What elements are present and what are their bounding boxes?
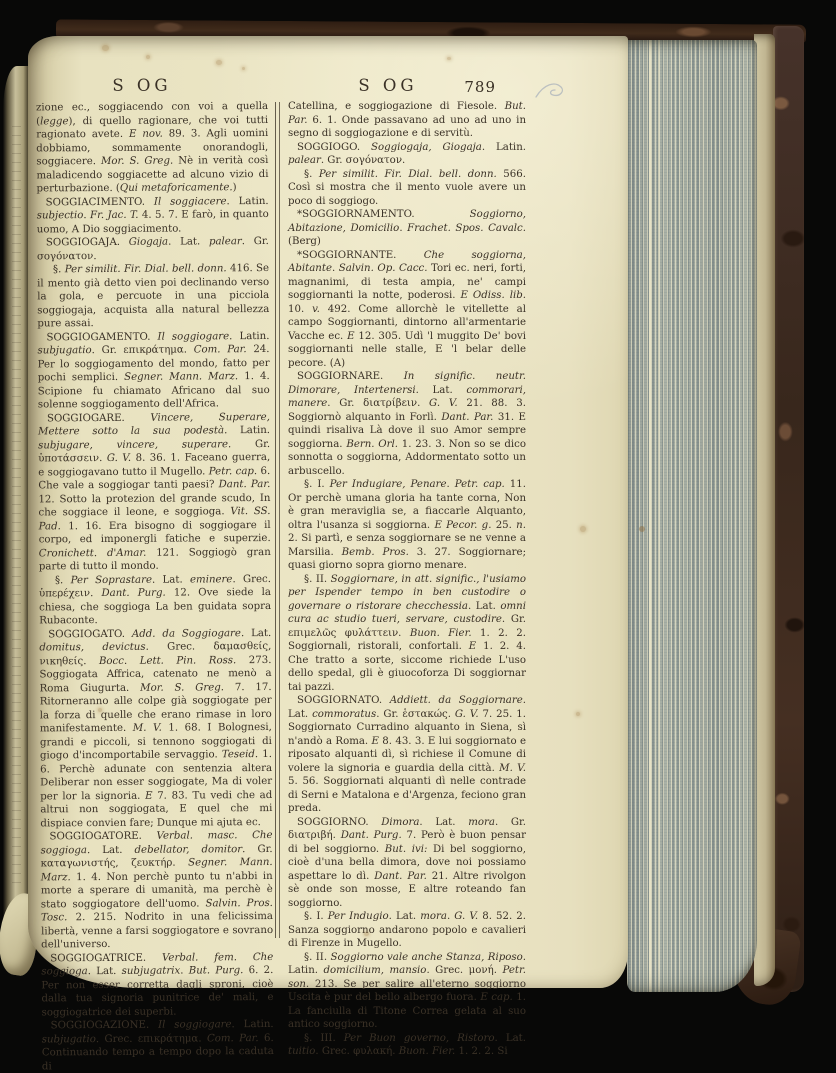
- entry-paragraph: §. III. Per Buon governo, Ristoro. Lat. tuitio. Grec. φυλακή. Buon. Fier. 1. 2. 2. Si: [288, 1032, 526, 1057]
- foxing-spot: [576, 712, 580, 716]
- foxing-spot: [98, 708, 102, 712]
- foxing-spot: [242, 67, 245, 70]
- page-edges-fore-edge: [627, 40, 757, 992]
- entry-paragraph: SOGGIOGATORE. Verbal. masc. Che soggioga. Lat. debellator, domitor. Gr. καταγωνιστής, ζευκτήρ. Segner. Mann. Marz. 1. 4. Non perchè punto tu n'abbi in morte a sperare di umanità, ma perchè è stato soggiogatore dell'uomo. Salvin. Pros. Tosc. 2. 215. Nodrito in una felicissima libertà, venne a farsi soggiogatore e sovrano dell'universo.: [40, 829, 274, 951]
- entry-paragraph: §. I. Per Indugiare, Penare. Petr. cap. 11. Or perchè umana gloria ha tante corna, Non è gran meraviglia se, a fiaccarle Alquanto, oltra l'usanza si soggiorna. E Pecor. g. 25. n. 2. Si partì, e senza soggiornare se ne venne a Marsilia. Bemb. Pros. 3. 27. Soggiornare; quasi giorno sopra giorno menare.: [288, 479, 526, 571]
- entry-paragraph: SOGGIORNATO. Addiett. da Soggiornare. Lat. commoratus. Gr. ἑστακώς. G. V. 7. 25. 1. Soggiornato Curradino alquanto in Siena, sì n'andò a Roma. E 8. 43. 3. E lui soggiornato e riposato alquanti dì, sì richiese il Comune di volere la signoria e guardia della città. M. V. 5. 56. Soggiornati alquanti dì nelle contrade di Serni e Matalona e d'Argenza, feciono gran preda.: [288, 695, 527, 814]
- entry-paragraph: *SOGGIORNAMENTO. Soggiorno, Abitazione, Domicilio. Frachet. Spos. Cavalc. (Berg): [288, 209, 526, 247]
- entry-paragraph: SOGGIOGATRICE. Verbal. fem. Che soggioga. Lat. subjugatrix. But. Purg. 6. 2. Per non esser corretta dagli sproni, cioè dalla tua signoria punitrice de' mali, e soggiogatrice dei superbi.: [41, 951, 274, 1018]
- foxing-spot: [102, 45, 109, 51]
- text-column-left: [36, 100, 274, 1073]
- leather-cover-side: [773, 26, 804, 992]
- foxing-spot: [146, 55, 150, 59]
- entry-paragraph: §. I. Per Indugio. Lat. mora. G. V. 8. 52. 2. Sanza soggiorno andarono popolo e cavalieri di Firenze in Mugello.: [288, 911, 526, 949]
- text-block: [36, 100, 528, 1072]
- entry-paragraph: SOGGIORNO. Dimora. Lat. mora. Gr. διατριβή. Dant. Purg. 7. Però è buon pensar di bel soggiorno. But. ivi: Di bel soggiorno, cioè d'una bella dimora, dove noi possiamo aspettare lo dì. Dant. Par. 21. Altre rivolgon sè onde son mosse, E altre roteando fan soggiorno.: [288, 816, 526, 909]
- entry-paragraph: SOGGIOGAJA. Giogaja. Lat. palear. Gr. σογόνατον.: [36, 235, 269, 262]
- entry-paragraph: §. II. Soggiorno vale anche Stanza, Riposo. Latin. domicilium, mansio. Grec. μονή. Petr. son. 213. Se per salire all'eterno soggiorno Uscita è pur del bello albergo fuora. E cap. 1. La fanciulla di Titone Correa gelata al suo antico soggiorno.: [288, 951, 526, 1030]
- pencil-mark: [533, 78, 575, 104]
- entry-paragraph: §. Per Soprastare. Lat. eminere. Grec. ὑπερέχειν. Dant. Purg. 12. Ove siede la chiesa, che soggioga La ben guidata sopra Rubaconte.: [38, 573, 272, 627]
- book-page: [28, 36, 628, 1072]
- entry-paragraph: SOGGIOGAZIONE. Il soggiogare. Latin. subjugatio. Grec. επικράτημα. Com. Par. 6. Continuando tempo a tempo dopo la caduta di: [41, 1018, 274, 1072]
- entry-paragraph: SOGGIACIMENTO. Il soggiacere. Latin. subjectio. Fr. Jac. T. 4. 5. 7. E farò, in quanto uomo, A Dio soggiacimento.: [36, 195, 269, 235]
- running-head-left: S OG: [112, 76, 172, 95]
- entry-paragraph: *SOGGIORNANTE. Che soggiorna, Abitante. Salvin. Op. Cacc. Tori ec. neri, forti, magnanimi, di testa ampia, ne' campi soggiornanti la notte, poderosi. E Odiss. lib. 10. v. 492. Come allorchè le vitellette al campo Soggiornanti, dintorno all'armentarie Vacche ec. E 12. 305. Udì 'l muggito De' bovi soggiornanti nelle stalle, E 'l belar delle pecore. (A): [288, 249, 527, 369]
- entry-paragraph: zione ec., soggiacendo con voi a quella (legge), di quello ragionare, che voi tutti ragionato avete. E nov. 89. 3. Agli uomini dobbiamo, sommamente onorandogli, soggiacere. Mor. S. Greg. Nè in verità così maladicendo soggiacette ad alcuno vizio di perturbazione. (Qui metaforicamente.): [36, 100, 269, 195]
- board-edge: [754, 34, 775, 986]
- entry-paragraph: §. II. Soggiornare, in att. signific., l'usiamo per Ispender tempo in ben custodire o governare o ristorare checchessia. Lat. omni cura ac studio tueri, servare, custodire. Gr. επιμελῶς φυλάττειν. Buon. Fier. 1. 2. 2. Soggiornali, ristorali, confortali. E 1. 2. 4. Che tratto a sorte, siccome richiede L'uso dello spedal, gli è giuocoforza Di soggiornar tai pazzi.: [288, 573, 527, 693]
- foxing-spot: [447, 57, 451, 60]
- foxing-spot: [639, 526, 645, 532]
- running-head-right: S OG: [358, 76, 418, 95]
- entry-paragraph: SOGGIOGO. Soggiogaja, Giogaja. Latin. palear. Gr. σογόνατον.: [288, 141, 526, 166]
- entry-paragraph: SOGGIOGAMENTO. Il soggiogare. Latin. subjugatio. Gr. επικράτημα. Com. Par. 24. Per lo soggiogamento del mondo, fatto per pochi semplici. Segner. Mann. Marz. 1. 4. Scipione fu chiamato Africano dal suo solenne soggiogamento dell'Africa.: [37, 330, 270, 411]
- entry-paragraph: SOGGIOGARE. Vincere, Superare, Mettere sotto la sua podestà. Latin. subjugare, vincere, superare. Gr. ὑποτάσσειν. G. V. 8. 36. 1. Faceano guerra, e soggiogavano tutto il Mugello. Petr. cap. 6. Che vale a soggiogar tanti paesi? Dant. Par. 12. Sotto la protezion del grande scudo, In che soggiace il leone, e soggioga. Vit. SS. Pad. 1. 16. Era bisogno di soggiogare il corpo, ed imponergli fatiche e superzie. Cronichett. d'Amar. 121. Soggiogò gran parte di tutto il mondo.: [37, 411, 271, 573]
- column-divider: [275, 102, 280, 938]
- entry-paragraph: §. Per similit. Fir. Dial. bell. donn. 416. Se il mento già detto vien poi declinando verso la gola, e percuote in una picciola soggiogaja, acquista alla natural bellezza pure assai.: [37, 262, 270, 330]
- foxing-spot: [364, 932, 369, 936]
- entry-paragraph: SOGGIORNARE. In signific. neutr. Dimorare, Intertenersi. Lat. commorari, manere. Gr. διατρίβειν. G. V. 21. 88. 3. Soggiornò alquanto in Forlì. Dant. Par. 31. E quindi risaliva Là dove il suo Amor sempre soggiorna. Bern. Orl. 1. 23. 3. Non so se dico sonnotta o soggiorna, Addormentato sotto un arbuscello.: [288, 371, 526, 477]
- facing-page-edge: [3, 66, 29, 968]
- foxing-spot: [216, 60, 222, 65]
- foxing-spot: [580, 526, 586, 532]
- entry-paragraph: §. Per similit. Fir. Dial. bell. donn. 566. Così si mostra che il mento vuole avere un poco di soggiogo.: [288, 168, 526, 207]
- entry-paragraph: SOGGIOGATO. Add. da Soggiogare. Lat. domitus, devictus. Grec. δαμασθείς, νικηθείς. Bocc. Lett. Pin. Ross. 273. Soggiogata Affrica, catenato ne menò a Roma Giugurta. Mor. S. Greg. 7. 17. Ritorneranno alle colpe già soggiogate per la forza di quelle che erano rimase in loro manifestamente. M. V. 1. 68. I Bolognesi, grandi e piccoli, si tennono soggiogati di giogo d'incomportabile servaggio. Teseid. 1. 6. Perchè adunate con sentenzia altera Deliberar non esser soggiogate, Ma di voler per lor la signoria. E 7. 83. Tu vedi che ad altrui non soggiogata, E quel che mi dispiace convien fare; Dunque mi ajuta ec.: [39, 627, 273, 829]
- page-number: 789: [464, 78, 496, 96]
- text-column-right: [288, 100, 526, 1059]
- entry-paragraph: Catellina, e soggiogazione di Fiesole. But. Par. 6. 1. Onde passavano ad uno ad uno in segno di soggiogazione e di servitù.: [288, 101, 526, 139]
